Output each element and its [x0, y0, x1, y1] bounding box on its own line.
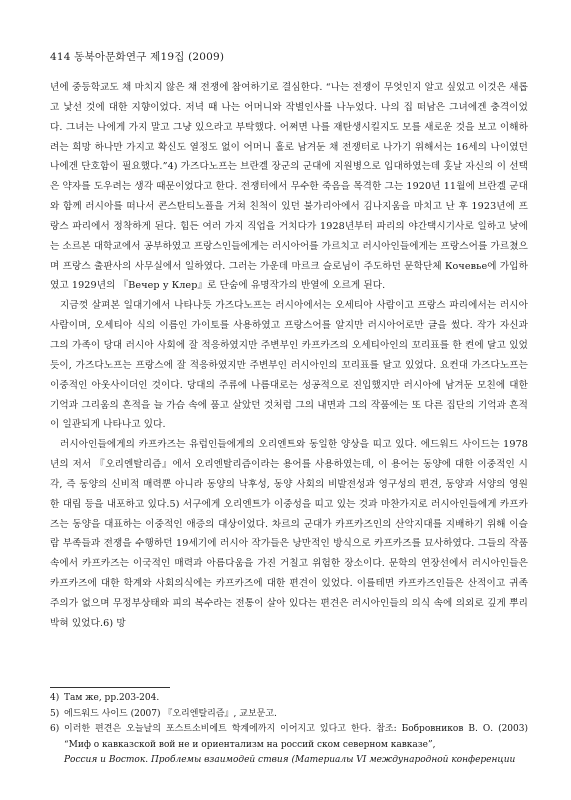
footnotes — [50, 691, 528, 769]
body-text — [50, 78, 528, 634]
footnote-text: 에드워드 사이드 (2007) 『오리엔탈리즘』, 교보문고. — [64, 708, 277, 719]
footnote-continuation — [50, 753, 528, 769]
paragraph: 러시아인들에게의 카프카즈는 유럽인들에게의 오리엔트와 동일한 양상을 띠고 있다. 에드워드 사이드는 1978년의 저서 『오리엔탈리즘』에서 오리엔탈리즘이라는 용어를 사용하였는데, 이 용어는 동양에 대한 이중적인 시각, 즉 동양의 신비적 매력뿐 아니라 동양의 낙후성, 동양 사회의 비발전성과 영구성의 편견, 동양과 서양의 영원한 대립 등을 내포하고 있다.5) 서구에게 오리엔트가 이중성을 띠고 있는 것과 마찬가지로 러시아인들에게 카프카즈는 동양을 대표하는 이중적인 애증의 대상이었다. 차르의 군대가 카프카즈인의 산악지대를 지배하기 위해 이슬람 부족들과 전쟁을 수행하던 19세기에 러시아 작가들은 낭만적인 방식으로 카프카즈를 묘사하였다. 그들의 작품 속에서 카프카즈는 이국적인 매력과 아름다움을 가진 거칠고 위험한 장소이다. 문학의 연장선에서 러시아인들은 카프카즈에 대한 학계와 사회의식에는 카프카즈에 대한 편견이 있었다. 이를테면 카프카즈인들은 산적이고 귀족주의가 없으며 무정부상태와 피의 복수라는 전통이 살아 있다는 편견은 러시아인들의 의식 속에 의외로 깊게 뿌리박혀 있었다.6) 망 — [50, 439, 528, 629]
footnote — [50, 691, 528, 707]
footnote — [50, 722, 528, 753]
footnote-text: 이러한 편견은 오늘날의 포스트소비에트 학계에까지 이어지고 있다고 한다. 참조: Бобровников В. О. (2003) “Миф о кавказской вой не и ориентализм на россий ском северном кавказе”, — [64, 724, 528, 750]
footnote-number: 4) — [50, 693, 60, 703]
footnote — [50, 707, 528, 723]
footnote-divider — [50, 687, 170, 688]
paragraph: 지금껏 살펴본 일대기에서 나타나듯 가즈다노프는 러시아에서는 오세티아 사람이고 프랑스 파리에서는 러시아 사람이며, 오세티아 식의 이름인 가이토를 사용하였고 프랑스어를 알지만 러시아어로만 글을 썼다. 작가 자신과 그의 가족이 당대 러시아 사회에 잘 적응하였지만 주변부인 카프카즈의 오세티아인의 꼬리표를 한 켠에 달고 있었듯이, 가즈다노프는 프랑스에 잘 적응하였지만 주변부인 러시아인의 꼬리표를 달고 있었다. 요컨대 가즈다노프는 이중적인 아웃사이더인 것이다. 당대의 주류에 나름대로는 성공적으로 진입했지만 러시아에 남겨둔 모친에 대한 기억과 그리움의 흔적을 늘 가슴 속에 품고 살았던 것처럼 그의 내면과 그의 작품에는 또 다른 집단의 기억과 흔적이 일관되게 나타나고 있다. — [50, 300, 528, 431]
footnote-number: 6) — [50, 724, 60, 735]
running-header: 414 동북아문화연구 제19집 (2009) — [50, 51, 225, 63]
footnote-number: 5) — [50, 708, 60, 719]
paragraph: 년에 중등학교도 채 마치지 않은 채 전쟁에 참여하기로 결심한다. “나는 전쟁이 무엇인지 알고 싶었고 이것은 새롭고 낯선 것에 대한 지향이었다. 저녁 때 나는 어머니와 작별인사를 나누었다. 나의 집 떠남은 그녀에겐 충격이었다. 그녀는 나에게 가지 말고 그냥 있으라고 부탁했다. 어쩌면 나를 재탄생시킬지도 모를 새로운 것을 보고 이해하려는 희망 하나만 가지고 확신도 열정도 없이 어머니 홀로 남겨둔 채 전쟁터로 나가기 위해서는 16세의 나이였던 나에겐 단호함이 필요했다.”4) 가즈다노프는 브란겔 장군의 군대에 지원병으로 입대하였는데 홋날 자신의 이 선택은 약자를 도우려는 생각 때문이었다고 한다. 전쟁터에서 무수한 죽음을 목격한 그는 1920년 11월에 브란겔 군대와 함께 러시아를 떠나서 콘스탄티노플을 거쳐 친척이 있던 불가리아에서 김나지움을 마치고 난 후 1923년에 프랑스 파리에서 정착하게 된다. 힘든 여러 가지 직업을 거치다가 1928년부터 파리의 야간택시기사로 일하고 낮에는 소르본 대학교에서 공부하였고 프랑스인들에게는 러시아어를 가르치고 러시아인들에게는 프랑스어를 가르쳤으며 프랑스 출판사의 사무실에서 일하였다. 그러는 가운데 마르크 슬로님이 주도하던 문학단체 Кочевье에 가입하였고 1929년의 『Вечер у Клер』로 단숨에 유명작가의 반열에 오르게 된다. — [50, 82, 528, 292]
footnote-continuation-text: Россия и Восток. Проблемы взаимодей ствия (Материалы VI международной конференции — [64, 755, 516, 766]
footnote-text: Там же, pp.203-204. — [64, 693, 160, 703]
